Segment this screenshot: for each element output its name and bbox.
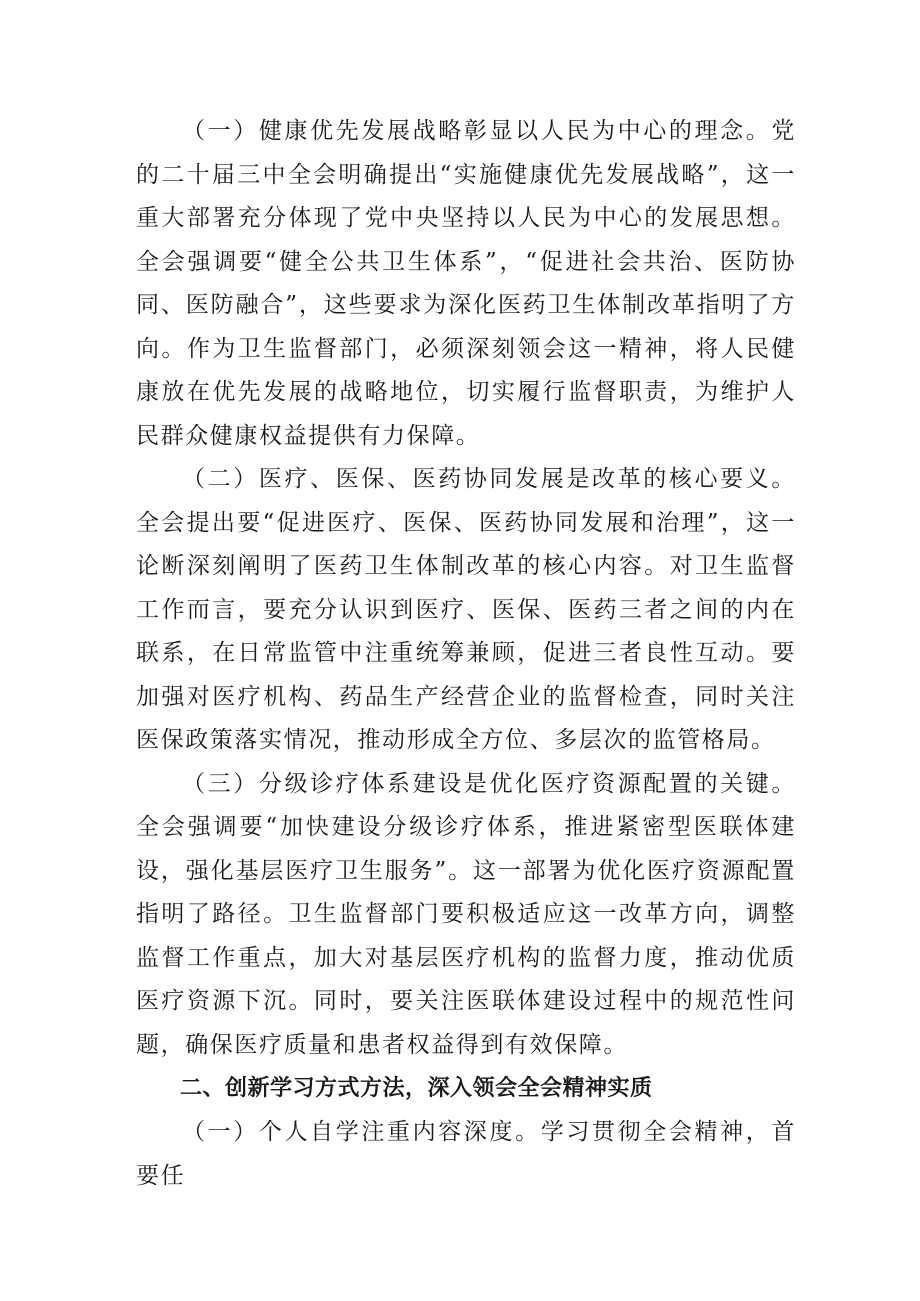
- paragraph-tiered-diagnosis: （三）分级诊疗体系建设是优化医疗资源配置的关键。全会强调要“加快建设分级诊疗体系，推进紧密型医联体建设，强化基层医疗卫生服务”。这一部署为优化医疗资源配置指明了路径。卫生监督部门要积极适应这一改革方向，调整监督工作重点，加大对基层医疗机构的监督力度，推动优质医疗资源下沉。同时，要关注医联体建设过程中的规范性问题，确保医疗质量和患者权益得到有效保障。: [136, 770, 796, 1058]
- paragraph-coordinated-development: （二）医疗、医保、医药协同发展是改革的核心要义。全会提出要“促进医疗、医保、医药协同发展和治理”，这一论断深刻阐明了医药卫生体制改革的核心内容。对卫生监督工作而言，要充分认识到医疗、医保、医药三者之间的内在联系，在日常监管中注重统筹兼顾，促进三者良性互动。要加强对医疗机构、药品生产经营企业的监督检查，同时关注医保政策落实情况，推动形成全方位、多层次的监管格局。: [136, 466, 796, 753]
- paragraph-health-priority: （一）健康优先发展战略彰显以人民为中心的理念。党的二十届三中全会明确提出“实施健康优先发展战略”，这一重大部署充分体现了党中央坚持以人民为中心的发展思想。全会强调要“健全公共卫生体系”，“促进社会共治、医防协同、医防融合”，这些要求为深化医药卫生体制改革指明了方向。作为卫生监督部门，必须深刻领会这一精神，将人民健康放在优先发展的战略地位，切实履行监督职责，为维护人民群众健康权益提供有力保障。: [136, 118, 796, 449]
- paragraph-self-study: （一）个人自学注重内容深度。学习贯彻全会精神，首要任: [136, 1119, 796, 1189]
- document-body: [136, 110, 796, 1198]
- section-heading: 二、创新学习方式方法，深入领会全会精神实质: [180, 1076, 653, 1101]
